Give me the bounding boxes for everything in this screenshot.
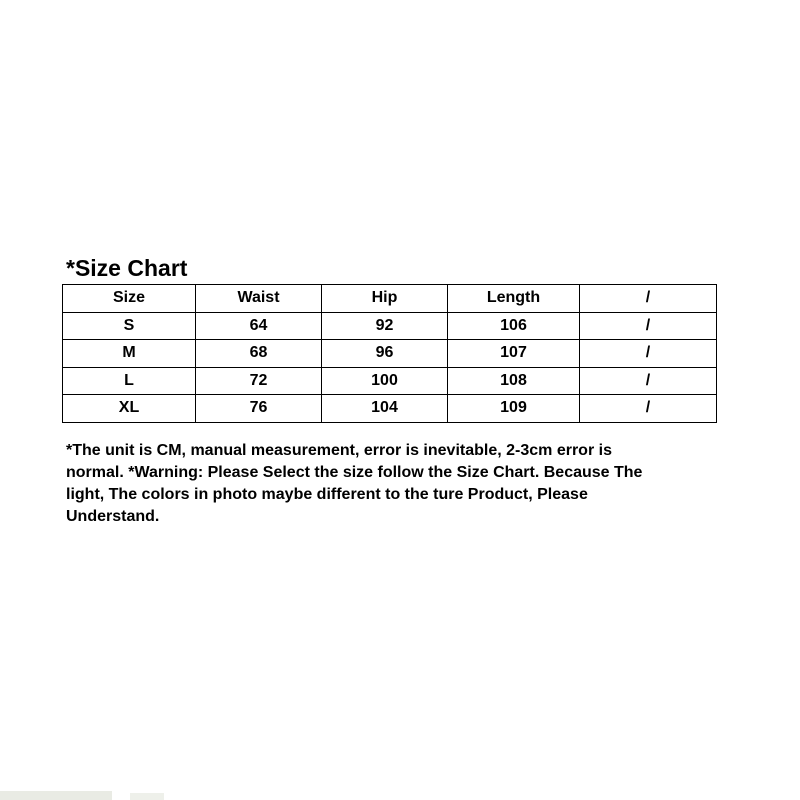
- cell-waist: 64: [196, 312, 322, 340]
- cell-slash: /: [580, 312, 717, 340]
- cell-length: 106: [448, 312, 580, 340]
- header-size: Size: [63, 285, 196, 313]
- cell-slash: /: [580, 395, 717, 423]
- note-line: normal. *Warning: Please Select the size follow the Size Chart. Because The: [66, 464, 643, 481]
- table-row: [63, 395, 717, 423]
- cell-hip: 92: [322, 312, 448, 340]
- size-chart-table: [62, 284, 717, 423]
- cell-waist: 76: [196, 395, 322, 423]
- cell-size: L: [63, 367, 196, 395]
- table-row: [63, 312, 717, 340]
- cell-size: M: [63, 340, 196, 368]
- size-chart-title: *Size Chart: [66, 255, 188, 281]
- cell-slash: /: [580, 367, 717, 395]
- header-waist: Waist: [196, 285, 322, 313]
- table-header-row: [63, 285, 717, 313]
- cell-size: XL: [63, 395, 196, 423]
- cell-length: 108: [448, 367, 580, 395]
- cell-hip: 100: [322, 367, 448, 395]
- cell-size: S: [63, 312, 196, 340]
- cell-length: 109: [448, 395, 580, 423]
- bottom-edge-strip: [130, 793, 164, 800]
- note-line: Understand.: [66, 508, 160, 525]
- header-hip: Hip: [322, 285, 448, 313]
- header-length: Length: [448, 285, 580, 313]
- bottom-edge-strip: [0, 791, 112, 800]
- cell-hip: 104: [322, 395, 448, 423]
- cell-length: 107: [448, 340, 580, 368]
- cell-slash: /: [580, 340, 717, 368]
- cell-waist: 68: [196, 340, 322, 368]
- cell-waist: 72: [196, 367, 322, 395]
- measurement-note: [66, 440, 706, 528]
- header-slash: /: [580, 285, 717, 313]
- cell-hip: 96: [322, 340, 448, 368]
- note-line: *The unit is CM, manual measurement, error is inevitable, 2-3cm error is: [66, 442, 612, 459]
- table-row: [63, 340, 717, 368]
- table-row: [63, 367, 717, 395]
- note-line: light, The colors in photo maybe different to the ture Product, Please: [66, 486, 588, 503]
